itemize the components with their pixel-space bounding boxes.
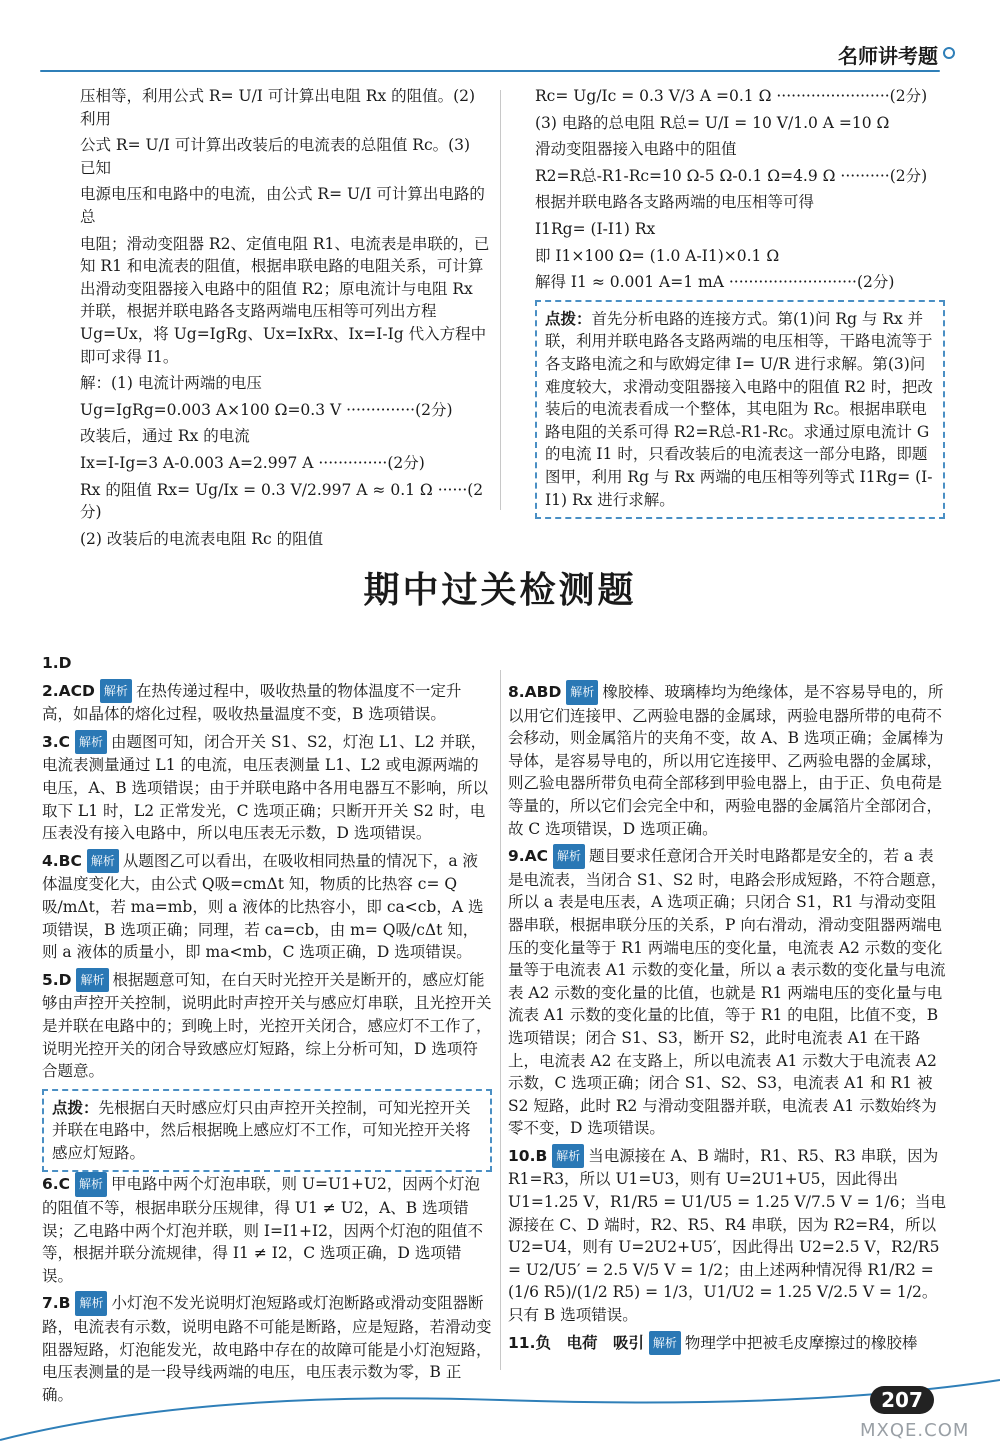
column-divider-top [500,90,501,510]
text-line: R2=R总-R1-Rc=10 Ω-5 Ω-0.1 Ω=4.9 Ω ··········(2分) [535,166,928,185]
answer-number: 11.负 电荷 吸引 [508,1333,644,1352]
text-line: (3) 电路的总电阻 R总= U/I = 10 V/1.0 A =10 Ω [535,113,890,132]
column-divider-bottom [500,670,501,1370]
text-line: 解：(1) 电流计两端的电压 [80,374,262,393]
text-line: 解得 I1 ≈ 0.001 A=1 mA ··························(2分) [535,273,895,292]
analysis-badge: 解析 [553,844,585,869]
analysis-badge: 解析 [76,968,108,993]
footer-decoration [0,1370,1000,1449]
text-line: Ix=I-Ig=3 A-0.003 A=2.997 A ··············(2分) [80,453,425,472]
top-left-column [80,85,490,554]
answer-number: 10.B [508,1146,548,1165]
top-right-column [535,85,945,519]
answer-number: 7.B [42,1294,71,1313]
header-rule [40,70,940,72]
answer-item [42,968,492,1083]
tip-box [42,1089,492,1173]
analysis-badge: 解析 [552,1144,584,1169]
analysis-badge: 解析 [100,679,132,704]
answer-number: 2.ACD [42,681,95,700]
analysis-badge: 解析 [75,1291,107,1316]
answer-text: 由题图可知，闭合开关 S1、S2，灯泡 L1、L2 并联，电流表测量通过 L1 的电流，电压表测量 L1、L2 或电源两端的电压，A、B 选项错误；由于并联电路中各用电器互不影响，所以取下 L1 时，L2 正常发光，C 选项正确；只断开开关 S2 时，电压表没有接入电路中，所以电压表无示数，D 选项错误。 [42,732,489,843]
page-number: 207 [870,1386,934,1414]
answer-item [42,1172,492,1287]
answer-number: 5.D [42,970,72,989]
text-line: 公式 R= U/I 可计算出改装后的电流表的总阻值 Rc。(3) 已知 [80,136,471,177]
text-line: Ug=IgRg=0.003 A×100 Ω=0.3 V ··············(2分) [80,400,453,419]
answer-number: 9.AC [508,847,549,866]
answer-number: 6.C [42,1175,71,1194]
tip-text: 先根据白天时感应灯只由声控开关控制，可知光控开关并联在电路中，然后根据晚上感应灯不工作，可知光控开关将感应灯短路。 [52,1098,471,1162]
tip-box [535,300,945,519]
answer-text: 甲电路中两个灯泡串联，则 U=U1+U2，因两个灯泡的阻值不等，根据串联分压规律，得 U1 ≠ U2，A、B 选项错误；乙电路中两个灯泡并联，则 I=I1+I2，因两个灯泡的阻值不等，根据并联分流规律，得 I1 ≠ I2，C 选项正确，D 选项错误。 [42,1175,483,1285]
tip-text: 首先分析电路的连接方式。第(1)问 Rg 与 Rx 并联，利用并联电路各支路两端的电压相等，干路电流等于各支路电流之和与欧姆定律 I= U/R 进行求解。第(3)问难度较大，求滑动变阻器接入电路中的阻值 R2 时，把改装后的电流表看成一个整体，其电阻为 Rc。根据串联电路电阻的关系可得 R2=R总-R1-Rc。求通过原电流计 G 的电流 I1 时，只看改装后的电流表这一部分电路，即题图甲，利用 Rg 与 Rx 两端的电压相等列等式 I1Rg= (I-I1) Rx 进行求解。 [545,309,933,509]
answer-text: 当电源接在 A、B 端时，R1、R5、R3 串联，因为 R1=R3，所以 U1=U3，则有 U=2U1+U5，因此得出 U1=1.25 V，R1/R5 = U1/U5 = 1.25 V/7.5 V = 1/6；当电源接在 C、D 端时，R2、R5、R4 串联，因为 R2=R4，所以 U2=U4，则有 U=2U2+U5′，因此得出 U2=2.5 V，R2/R5 = U2/U5′ = 2.5 V/5 V = 1/2；由上述两种情况得 R1/R2 = (1/6 R5)/(1/2 R5) = 1/3，U1/U2 = 1.25 V/2.5 V = 1/2。只有 B 选项错误。 [508,1146,946,1325]
section-title: 期中过关检测题 [363,570,637,611]
text-line: Rx 的阻值 Rx= Ug/Ix = 0.3 V/2.997 A ≈ 0.1 Ω ······(2分) [80,480,484,522]
text-line: (2) 改装后的电流表电阻 Rc 的阻值 [80,529,324,548]
answer-number: 1.D [42,654,72,672]
header-title: 名师讲考题 [838,44,938,68]
answer-item [508,1144,948,1327]
answer-number: 8.ABD [508,683,562,701]
analysis-badge: 解析 [649,1331,681,1356]
header-dot-icon [943,47,955,59]
answer-item [42,849,492,964]
answer-item [508,680,948,840]
analysis-badge: 解析 [566,680,598,705]
answer-text: 橡胶棒、玻璃棒均为绝缘体，是不容易导电的，所以用它们连接甲、乙两验电器的金属球，两验电器所带的电荷不会移动，则金属箔片的夹角不变，故 A、B 选项正确；金属棒为导体，是容易导电的，所以用它连接甲、乙两验电器的金属球，则乙验电器所带负电荷全部移到甲验电器上，由于正、负电荷是等量的，所以它们会完全中和，两验电器的金属箔片全部闭合，故 C 选项错误，D 选项正确。 [508,683,944,838]
text-line: 电阻；滑动变阻器 R2、定值电阻 R1、电流表是串联的，已知 R1 和电流表的阻值，根据串联电路的电阻关系，可计算出滑动变阻器接入电路中的阻值 R2；原电流计与电阻 Rx 并联，根据并联电路各支路两端电压相等可列出方程 Ug=Ux，将 Ug=IgRg、Ux=IxRx、Ix=I-Ig 代入方程中即可求得 I1。 [80,234,490,366]
analysis-badge: 解析 [75,730,107,755]
answer-item [508,844,948,1140]
answer-item [508,1331,948,1356]
text-line: 改装后，通过 Rx 的电流 [80,427,250,446]
text-line: 电源电压和电路中的电流，由公式 R= U/I 可计算出电路的总 [80,185,485,226]
answer-text: 小灯泡不发光说明灯泡短路或灯泡断路或滑动变阻器断路，电流表有示数，说明电路不可能是断路，应是短路，若滑动变阻器短路，灯泡能发光，故电路中存在的故障可能是小灯泡短路，电压表测量的是一段导线两端的电压，电压表示数为零，B 正确。 [42,1294,492,1404]
answer-item [42,730,492,845]
answer-item [42,652,492,675]
tip-label: 点拨： [545,309,592,328]
text-line: Rc= Ug/Ic = 0.3 V/3 A =0.1 Ω ·······················(2分) [535,87,928,105]
answer-number: 3.C [42,732,71,751]
text-line: I1Rg= (I-I1) Rx [535,219,656,238]
tip-label: 点拨： [52,1098,99,1117]
answer-number: 4.BC [42,851,82,870]
text-line: 即 I1×100 Ω= (1.0 A-I1)×0.1 Ω [535,246,780,265]
watermark: MXQE.COM [860,1420,970,1441]
answer-text: 物理学中把被毛皮摩擦过的橡胶棒 [684,1333,918,1352]
text-line: 压相等，利用公式 R= U/I 可计算出电阻 Rx 的阻值。(2) 利用 [80,87,476,128]
answer-text: 从题图乙可以看出，在吸收相同热量的情况下，a 液体温度变化大，由公式 Q吸=cmΔt 知，物质的比热容 c= Q吸/mΔt，若 ma=mb，则 a 液体的比热容小，即 ca<cb，A 选项错误，B 选项正确；同理，若 ca=cb，由 m= Q吸/cΔt 知，则 a 液体的质量小，即 ma<mb，C 选项正确，D 选项错误。 [42,851,484,962]
answer-text: 在热传递过程中，吸收热量的物体温度不一定升高，如晶体的熔化过程，吸收热量温度不变，B 选项错误。 [42,681,462,724]
answer-text: 根据题意可知，在白天时光控开关是断开的，感应灯能够由声控开关控制，说明此时声控开关与感应灯串联，且光控开关是并联在电路中的；到晚上时，光控开关闭合，感应灯不工作了，说明光控开关的闭合导致感应灯短路，综上分析可知，D 选项符合题意。 [42,970,492,1081]
bottom-right-column [508,680,948,1359]
analysis-badge: 解析 [87,849,119,874]
analysis-badge: 解析 [75,1172,107,1197]
text-line: 根据并联电路各支路两端的电压相等可得 [535,193,815,212]
bottom-left-column [42,652,492,1410]
answer-item [42,679,492,726]
answer-text: 题目要求任意闭合开关时电路都是安全的，若 a 表是电流表，当闭合 S1、S2 时，电路会形成短路，不符合题意，所以 a 表是电压表，A 选项正确；只闭合 S1，R1 与滑动变阻器串联，根据串联分压的关系，P 向右滑动，滑动变阻器两端电压的变化量等于 R1 两端电压的变化量，电流表 A2 示数的变化量等于电流表 A1 示数的变化量，所以 a 表示数的变化量与电流表 A2 示数的变化量的比值，也就是 R1 两端电压的变化量与电流表 A1 示数的变化量的比值，等于 R1 的电阻，比值不变，B 选项错误；闭合 S1、S3，断开 S2，此时电流表 A1 在干路上，电流表 A2 在支路上，所以电流表 A1 示数大于电流表 A2 示数，C 选项正确；闭合 S1、S2、S3，电流表 A1 和 R1 被 S2 短路，此时 R2 与滑动变阻器并联，电流表 A1 示数始终为零不变，D 选项错误。 [508,847,947,1138]
text-line: 滑动变阻器接入电路中的阻值 [535,140,737,159]
